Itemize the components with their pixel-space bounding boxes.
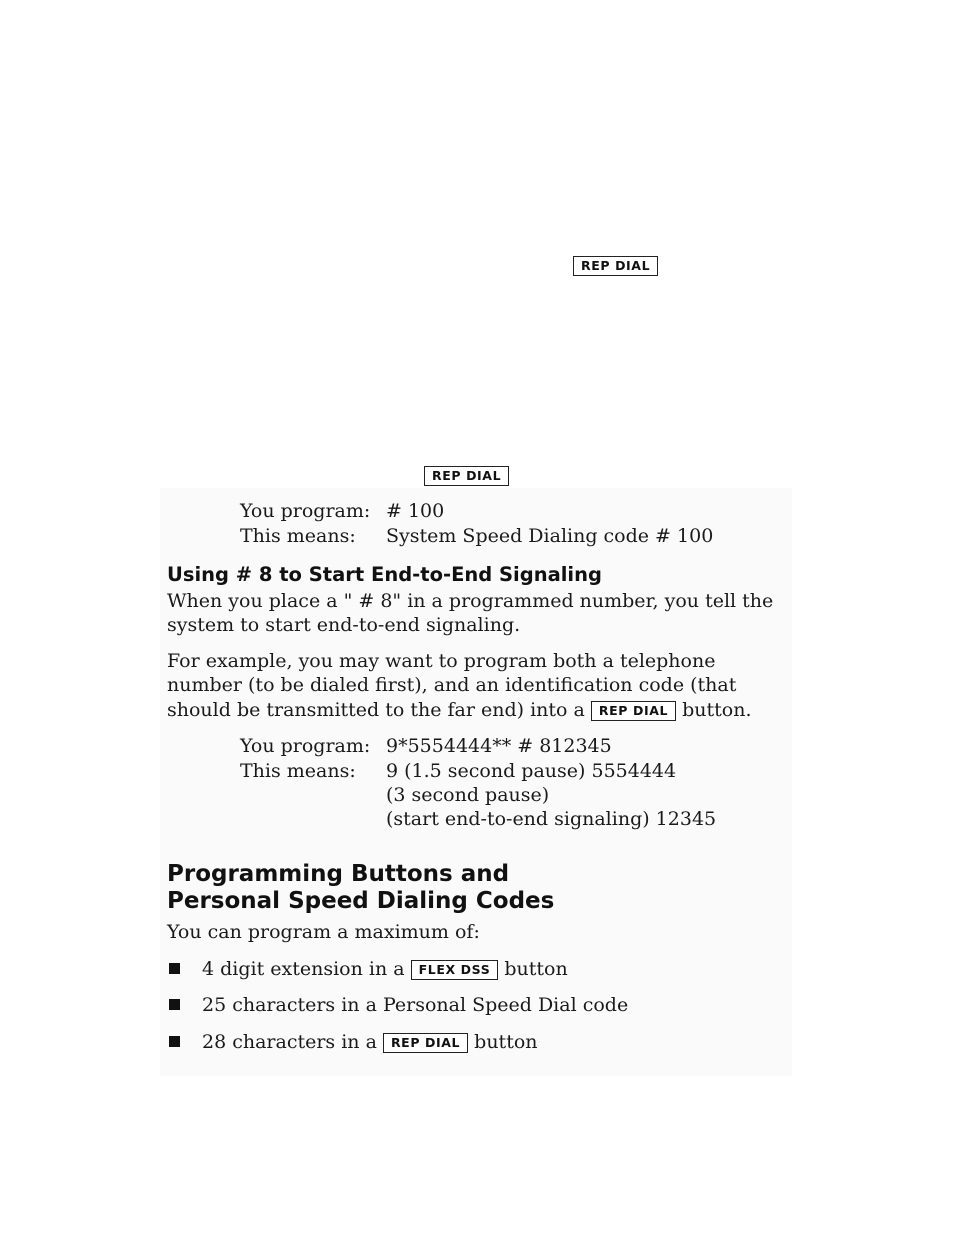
example2-means-line: (start end-to-end signaling) 12345 [386,808,717,830]
section-heading-programming: Programming Buttons and [167,861,510,887]
bullet-text: button [504,958,568,980]
example2-means-line: 9 (1.5 second pause) 5554444 [386,760,677,782]
line-text: should be transmitted to the far end) into a [167,699,585,721]
bullet-item: 25 characters in a Personal Speed Dial code [202,994,629,1016]
example1-program-label: You program: [240,500,371,522]
bullet-text: 28 characters in a [202,1031,377,1053]
example2-program-value: 9*5554444** # 812345 [386,735,612,757]
section-heading-programming: Personal Speed Dialing Codes [167,888,555,914]
bullet-text: 4 digit extension in a [202,958,405,980]
example1-means-label: This means: [240,525,356,547]
flex-dss-key-label: FLEX DSS [411,960,499,980]
example2-program-label: You program: [240,735,371,757]
programming-intro: You can program a maximum of: [167,921,480,943]
example2-means-line: (3 second pause) [386,784,550,806]
bullet-text: button [474,1031,538,1053]
bullet-square-icon [169,999,180,1010]
bullet-square-icon [169,1036,180,1047]
example1-program-value: # 100 [386,500,445,522]
line-text: button. [682,699,752,721]
bullet-item [202,957,568,981]
example-paragraph-line [167,698,751,722]
bullet-item [202,1030,538,1054]
example2-means-label: This means: [240,760,356,782]
rep-dial-key-label: REP DIAL [424,466,509,486]
section-heading-pound8: Using # 8 to Start End-to-End Signaling [167,563,602,586]
example-paragraph-line: number (to be dialed first), and an identification code (that [167,674,737,696]
pound8-paragraph-line: When you place a " # 8" in a programmed number, you tell the [167,590,774,612]
example1-means-value: System Speed Dialing code # 100 [386,525,714,547]
pound8-paragraph-line: system to start end-to-end signaling. [167,614,521,636]
rep-dial-key-label: REP DIAL [573,256,658,276]
rep-dial-key-label: REP DIAL [383,1033,468,1053]
example-paragraph-line: For example, you may want to program both a telephone [167,650,716,672]
rep-dial-key-label: REP DIAL [591,701,676,721]
bullet-square-icon [169,963,180,974]
